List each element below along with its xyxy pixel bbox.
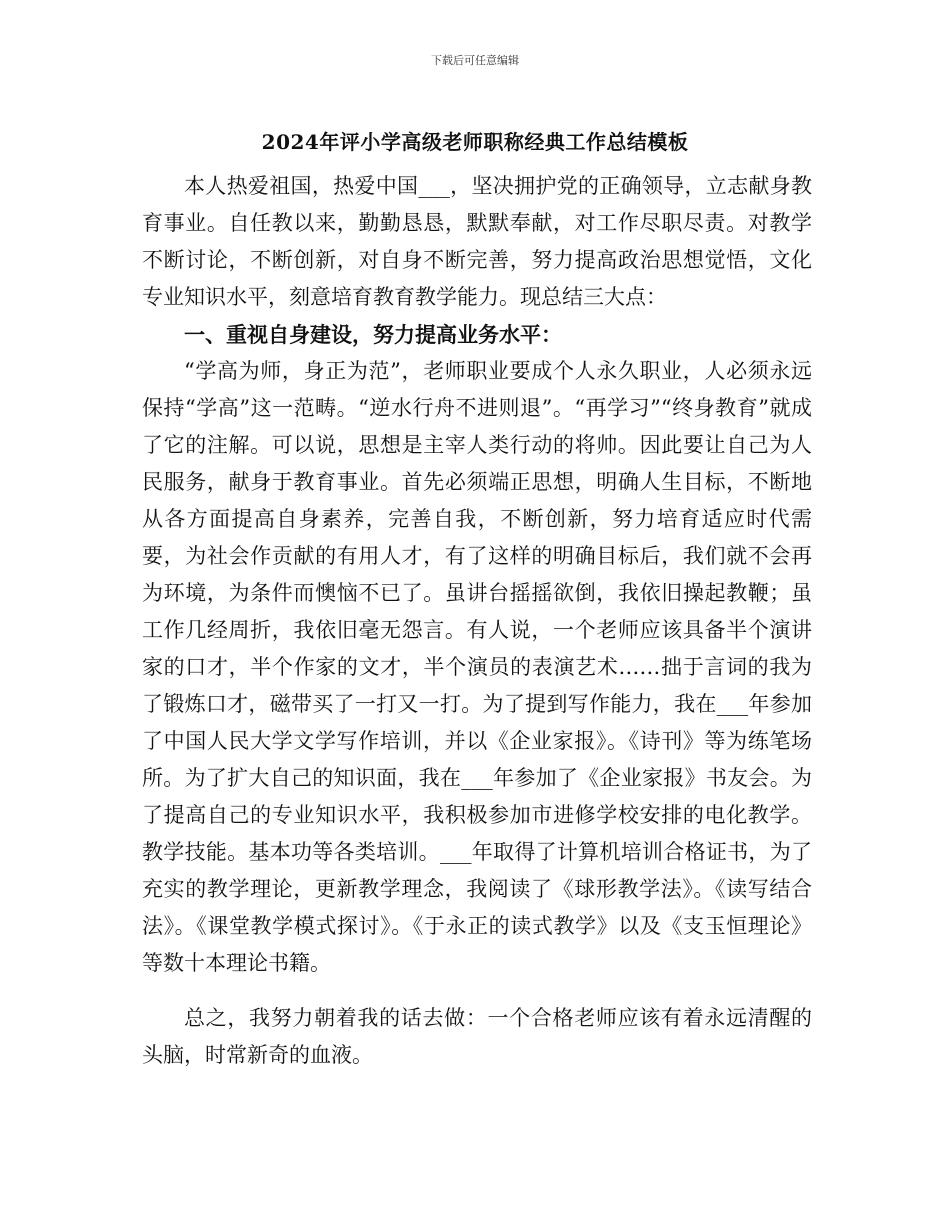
closing-paragraph: 总之，我努力朝着我的话去做：一个合格老师应该有着永远清醒的头脑，时常新奇的血液。 <box>142 1006 812 1067</box>
section-1-heading: 一、重视自身建设，努力提高业务水平： <box>184 322 562 347</box>
section-1-body: “学高为师，身正为范”，老师职业要成个人永久职业，人必须永远保持“学高”这一范畴。“逆水行舟不进则退”。“再学习”“终身教育”就成了它的注解。可以说，思想是主宰人类行动的将帅。因此要让自己为人民服务，献身于教育事业。首先必须端正思想，明确人生目标，不断地从各方面提高自身素养，完善自我，不断创新，努力培育适应时代需要，为社会作贡献的有用人才，有了这样的明确目标后，我们就不会再为环境，为条件而懊恼不已了。虽讲台摇摇欲倒，我依旧操起教鞭；虽工作几经周折，我依旧毫无怨言。有人说，一个老师应该具备半个演讲家的口才，半个作家的文才，半个演员的表演艺术……拙于言词的我为了锻炼口才，磁带买了一打又一打。为了提到写作能力，我在___年参加了中国人民大学文学写作培训，并以《企业家报》。《诗刊》等为练笔场所。为了扩大自己的知识面，我在___年参加了《企业家报》书友会。为了提高自己的专业知识水平，我积极参加市进修学校安排的电化教学。教学技能。基本功等各类培训。___年取得了计算机培训合格证书，为了充实的教学理论，更新教学理念，我阅读了《球形教学法》。《读写结合法》。《课堂教学模式探讨》。《于永正的读式教学》以及《支玉恒理论》等数十本理论书籍。 <box>142 359 812 975</box>
document-title: 2024年评小学高级老师职称经典工作总结模板 <box>261 130 689 154</box>
page-header-note: 下载后可任意编辑 <box>431 54 519 67</box>
intro-paragraph: 本人热爱祖国，热爱中国___，坚决拥护党的正确领导，立志献身教育事业。自任教以来，勤勤恳恳，默默奉献，对工作尽职尽责。对教学不断讨论，不断创新，对自身不断完善，努力提高政治思想觉悟，文化专业知识水平，刻意培育教育教学能力。现总结三大点： <box>142 174 812 309</box>
document-body <box>142 168 812 1074</box>
